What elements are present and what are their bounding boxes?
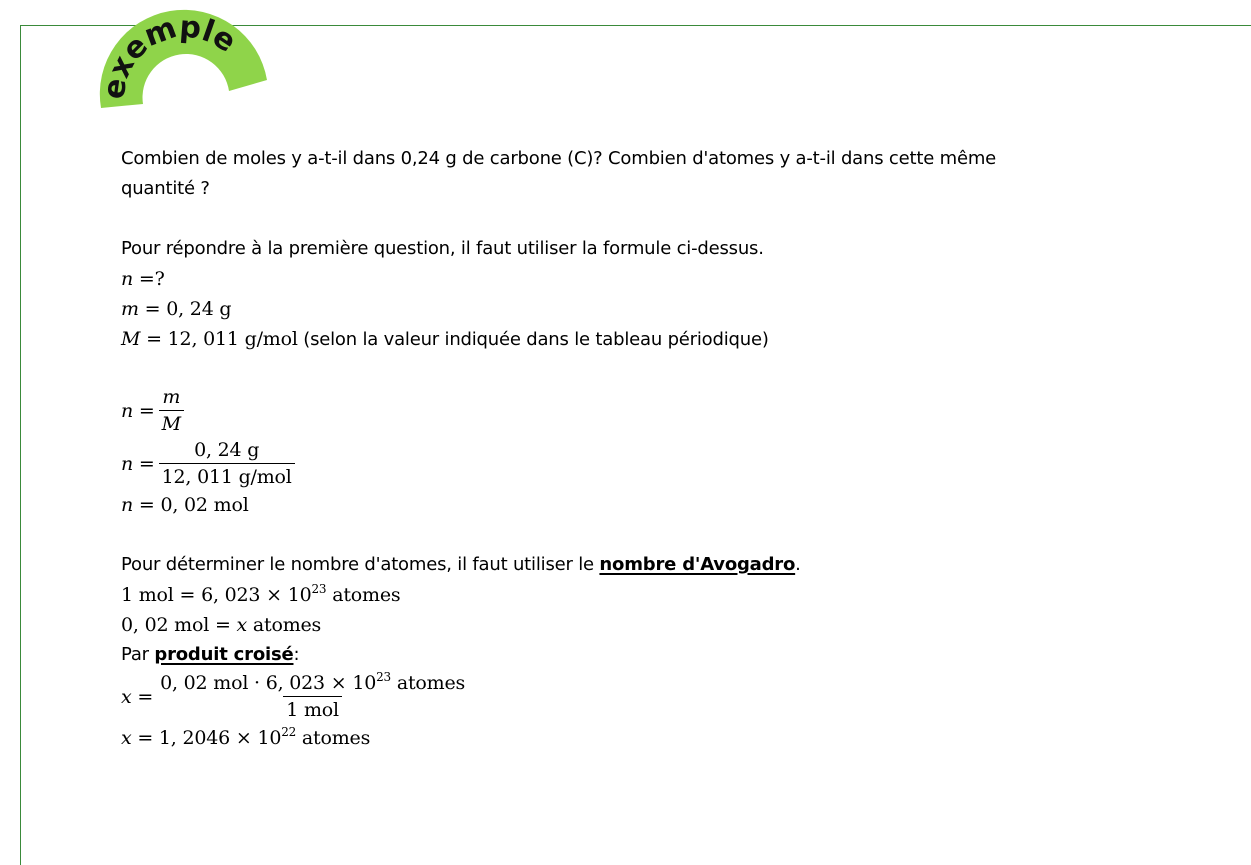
question-line-1: Combien de moles y a-t-il dans 0,24 g de carbone (C)? Combien d'atomes y a-t-il dans cette même [121,148,997,169]
eq-n-unknown: n =? [121,268,165,290]
produit-croise-link[interactable]: produit croisé [154,644,294,665]
exemple-badge [91,0,281,116]
moles-result-value: 0, 02 mol [160,494,249,516]
eq-moles-result: n = 0, 02 mol [121,494,249,516]
molar-mass-value: 12, 011 g/mol [167,328,298,350]
cross-product-numerator: 0, 02 mol · 6, $023 \times 10^{23}$ atomes [160,670,466,694]
formula-numerator: m [162,386,181,408]
eq-mass: m = 0, 24 g [121,298,232,320]
n-unknown-value: ? [154,268,165,290]
molar-mass-note: (selon la valeur indiquée dans le tableau périodique) [297,329,769,350]
part2-intro: Pour déterminer le nombre d'atomes, il faut utiliser le nombre d'Avogadro. [121,554,801,575]
eq-cross-product: x = $\frac{0, 02 mol \cdot 6, 023 \times 10^{23} atomes}{\text{1 mol}}$ [121,670,1101,723]
avogadro-link[interactable]: nombre d'Avogadro [599,554,796,575]
substitution-denominator: 12, 011 g/mol [159,463,295,490]
cross-product-denominator: 1 mol [283,696,342,723]
part1-intro: Pour répondre à la première question, il faut utiliser la formule ci-dessus. [121,238,764,259]
eq-proportion: 0, 02 mol = x atomes [121,614,322,636]
eq-molar-mass: M = 12, 011 g/mol (selon la valeur indiquée dans le tableau périodique) [121,328,769,350]
mass-value: 0, 24 g [166,298,232,320]
eq-final-result: x = 1, $2046 \times 10^{22}$ atomes [121,725,371,749]
formula-denominator: M [159,410,184,437]
eq-substitution: n = $\frac{0, 24 g}{\text{12, 011 g/mol}}$ [121,437,1101,490]
question-line-2: quantité ? [121,178,210,199]
eq-formula: n = $\frac{m}{M}$ [121,384,1101,437]
substitution-numerator: 0, 24 g [194,439,260,461]
eq-avogadro: 1 mol = 6, $023 \times 10^{23}$ atomes [121,582,401,606]
formula-fraction [159,384,184,437]
badge-label: exemple [96,9,243,102]
substitution-fraction [159,437,295,490]
cross-product-line: Par produit croisé: [121,644,300,665]
example-content [121,144,1101,753]
cross-product-fraction [157,670,468,723]
